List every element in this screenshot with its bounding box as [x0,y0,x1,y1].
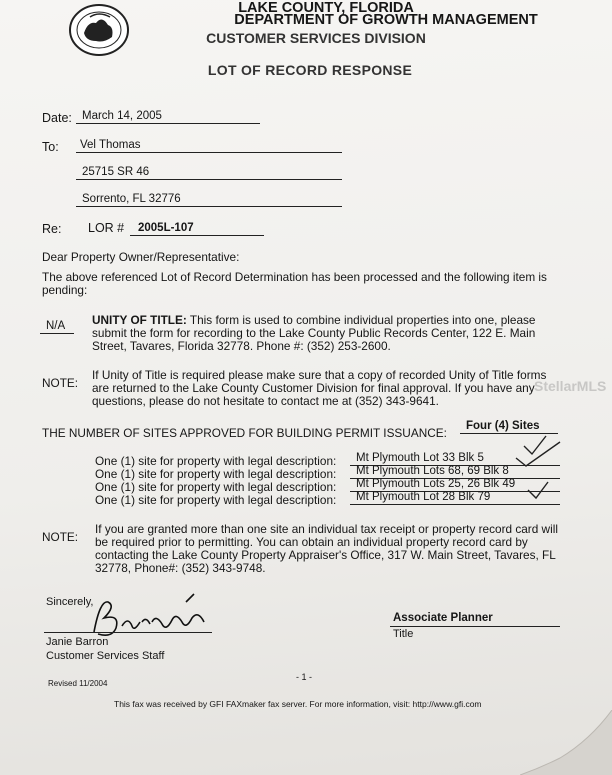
county-heading: LAKE COUNTY, FLORIDA [238,0,414,16]
unity-status-underline [40,333,74,334]
note2-label: NOTE: [42,530,79,544]
title-label: Title [393,628,414,640]
lor-underline [130,235,264,236]
lor-value: 2005L-107 [138,222,194,234]
checkmarks-icon [510,432,570,510]
note2-text: If you are granted more than one site an individual tax receipt or property record card will be required prior to permitting. You can obtain an individual property record card by contacting the Lake County Property Appraiser's Office, 317 W. Main Street, Tavares, FL 32778, Phone#: (352) 343-9748. [95,522,558,575]
note1-text: If Unity of Title is required please make sure that a copy of recorded Unity of Title forms are returned to the Lake County Customer Division for final approval. If you have any questions, please do not hesitate to contact me at (352) 343-9641. [92,368,547,408]
title-underline [390,626,560,627]
unity-status: N/A [46,320,66,332]
signer-staff-title: Customer Services Staff [46,650,165,662]
site-row-2-desc: Mt Plymouth Lots 68, 69 Blk 8 [356,465,509,477]
to-street: 25715 SR 46 [82,166,150,178]
re-label: Re: [42,222,62,236]
note1-label: NOTE: [42,376,79,390]
site-row-2-prefix: One (1) site for property with legal description: [95,467,337,481]
page-curl-decoration [520,710,612,775]
date-label: Date: [42,111,72,125]
to-city: Sorrento, FL 32776 [82,193,181,205]
site-row-4-prefix: One (1) site for property with legal description: [95,493,337,507]
to-label: To: [42,140,59,154]
site-row-3-prefix: One (1) site for property with legal description: [95,480,337,494]
intro-paragraph: The above referenced Lot of Record Determination has been processed and the following item is pending: [42,270,547,297]
to-city-underline [76,206,342,207]
signer-name: Janie Barron [46,636,109,648]
site-row-1-desc: Mt Plymouth Lot 33 Blk 5 [356,452,484,464]
form-title: LOT OF RECORD RESPONSE [207,62,413,78]
date-underline [76,123,260,124]
mls-watermark: StellarMLS [534,378,607,394]
revised-date: Revised 11/2004 [48,679,108,688]
site-row-3-desc: Mt Plymouth Lots 25, 26 Blk 49 [356,478,516,490]
closing: Sincerely, [46,596,94,608]
fax-notice: This fax was received by GFI FAXmaker fax server. For more information, visit: http://www.gfi.com [114,699,482,709]
unity-text: This form is used to combine individual properties into one, please submit the form for recording to the Lake County Public Records Center, 122 E. Main Street, Tavares, Florida 32778. Phone #: (352) 253-2600. [92,313,536,353]
site-row-4-desc: Mt Plymouth Lot 28 Blk 79 [356,491,491,503]
division-heading: CUSTOMER SERVICES DIVISION [206,30,426,46]
unity-paragraph [92,314,562,353]
signature-underline [44,632,212,633]
lor-label: LOR # [88,221,125,235]
page-number: - 1 - [296,672,313,682]
associate-planner: Associate Planner [393,612,493,624]
to-street-underline [76,179,342,180]
to-name-underline [76,152,342,153]
greeting: Dear Property Owner/Representative: [42,250,240,264]
unity-heading: UNITY OF TITLE: [92,313,187,327]
to-name: Vel Thomas [80,139,141,151]
date-value: March 14, 2005 [82,110,162,122]
site-row-1-prefix: One (1) site for property with legal description: [95,454,337,468]
sites-label: THE NUMBER OF SITES APPROVED FOR BUILDING PERMIT ISSUANCE: [42,426,447,440]
sites-value: Four (4) Sites [466,420,540,432]
signature-text [150,612,154,613]
department-heading: DEPARTMENT OF GROWTH MANAGEMENT [234,12,538,28]
